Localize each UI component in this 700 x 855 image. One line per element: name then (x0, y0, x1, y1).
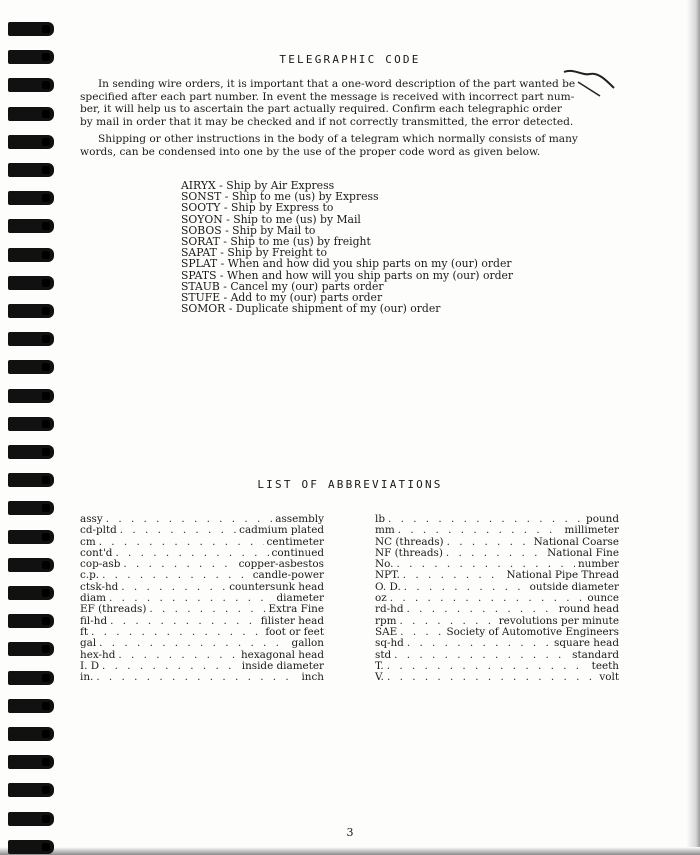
abbreviation-meaning: volt (599, 671, 619, 684)
code-separator: - (220, 201, 231, 215)
dot-leader (118, 650, 238, 661)
code-word: SOOTY (181, 201, 221, 215)
binding-coil (8, 671, 54, 685)
abbreviation: NC (threads) (375, 535, 444, 548)
code-separator: - (219, 235, 231, 249)
dot-leader (406, 604, 555, 615)
binding-coil (8, 417, 54, 431)
abbreviation: T. (375, 659, 384, 672)
code-word: STUFE (181, 291, 221, 305)
code-separator: - (217, 257, 228, 271)
dot-leader (403, 570, 504, 581)
abbreviation: std (375, 648, 392, 661)
abbreviation-row (375, 582, 619, 593)
binding-coil (8, 276, 54, 290)
code-separator: - (220, 291, 231, 305)
code-separator: - (215, 179, 227, 192)
code-row (181, 303, 513, 314)
binding-coil (8, 530, 54, 544)
abbreviation: O. D. (375, 580, 401, 593)
abbreviation-row (80, 525, 324, 536)
telegraphic-code-title: TELEGRAPHIC CODE (279, 53, 421, 66)
abbreviation-meaning: National Pipe Thread (506, 569, 619, 582)
dot-leader (102, 661, 239, 672)
abbreviation-meaning: copper-asbestos (238, 558, 324, 571)
abbreviation-meaning: ounce (587, 592, 619, 605)
binding-coil (8, 558, 54, 572)
abbreviation: diam (80, 592, 107, 605)
abbreviation: EF (threads) (80, 603, 147, 616)
binding-coil (8, 389, 54, 403)
abbreviation: NPT. (375, 569, 400, 582)
paragraph-line: by mail in order that it may be checked and if not correctly transmitted, the error detected. (80, 115, 574, 128)
binding-coil (8, 755, 54, 769)
handwritten-mark (560, 66, 620, 102)
abbreviation-row (375, 672, 619, 683)
abbreviation-meaning: teeth (591, 659, 619, 672)
abbreviation: hex-hd (80, 648, 116, 661)
code-meaning: Cancel my (our) parts order (230, 279, 384, 293)
dot-leader (387, 672, 596, 683)
code-word: SOMOR (181, 302, 226, 316)
abbreviation: assy (80, 513, 103, 525)
abbreviation-row (80, 661, 324, 672)
code-separator: - (221, 223, 233, 237)
abbreviation: c.p. (80, 569, 100, 582)
abbreviation: ctsk-hd (80, 580, 119, 593)
abbreviations-left-column (80, 514, 324, 683)
code-meaning: Duplicate shipment of my (our) order (235, 302, 441, 316)
abbreviation: SAE (375, 625, 398, 638)
dot-leader (398, 525, 562, 536)
abbreviation: ft (80, 625, 89, 638)
abbreviation-meaning: inch (301, 671, 324, 684)
abbreviation-meaning: Society of Automotive Engineers (446, 625, 619, 638)
code-meaning: Ship to me (us) by Mail (233, 212, 361, 226)
abbreviation: oz (375, 592, 387, 605)
abbreviation-row (80, 638, 324, 649)
abbreviation-meaning: diameter (276, 592, 324, 605)
abbreviation: cd-pltd (80, 524, 117, 537)
binding-coil (8, 501, 54, 515)
dot-leader (387, 661, 589, 672)
abbreviation-row (80, 672, 324, 683)
dot-leader (102, 570, 250, 581)
dot-leader (110, 616, 258, 627)
abbreviation: NF (threads) (375, 546, 443, 559)
code-meaning: When and how did you ship parts on my (our) order (227, 257, 512, 271)
dot-leader (394, 650, 569, 661)
paragraph-line: words, can be condensed into one by the use of the proper code word as given below. (80, 145, 541, 158)
abbreviation: mm (375, 524, 395, 537)
dot-leader (99, 638, 288, 649)
abbreviation-row (375, 661, 619, 672)
binding-coil (8, 304, 54, 318)
abbreviation-meaning: Extra Fine (268, 603, 324, 616)
abbreviation-meaning: continued (271, 546, 324, 559)
abbreviation: in. (80, 671, 94, 684)
code-meaning: When and how will you ship parts on my (our) order (227, 268, 514, 282)
binding-coil (8, 586, 54, 600)
telegraphic-paragraph-1 (80, 78, 620, 128)
code-word: SONST (181, 190, 222, 204)
abbreviation-meaning: countersunk head (229, 580, 324, 593)
code-word: SOYON (181, 212, 223, 226)
abbreviation: V. (375, 671, 384, 684)
binding-coil (8, 332, 54, 346)
abbreviation-meaning: cadmium plated (239, 524, 324, 537)
abbreviation: cont'd (80, 546, 113, 559)
binding-coil (8, 219, 54, 233)
abbreviation-meaning: round head (558, 603, 619, 616)
dot-leader (407, 638, 551, 649)
abbreviation: rd-hd (375, 603, 404, 616)
code-separator: - (216, 268, 227, 282)
abbreviation-row (80, 627, 324, 638)
dot-leader (149, 604, 265, 615)
abbreviation: sq-hd (375, 637, 404, 650)
abbreviation: No. (375, 558, 394, 571)
code-word: STAUB (181, 279, 220, 293)
code-meaning: Add to my (our) parts order (230, 291, 383, 305)
abbreviation-meaning: gallon (291, 637, 324, 650)
abbreviation-meaning: National Coarse (533, 535, 619, 548)
binding-coil (8, 360, 54, 374)
telegraphic-paragraph-2 (80, 133, 620, 158)
page-number: 3 (346, 826, 354, 839)
abbreviation-row (375, 638, 619, 649)
abbreviation-meaning: millimeter (564, 524, 619, 537)
code-separator: - (221, 190, 232, 204)
code-separator: - (219, 279, 231, 293)
code-meaning: Ship by Express to (230, 201, 334, 215)
binding-coil (8, 135, 54, 149)
binding-coil (8, 163, 54, 177)
abbreviation-row (80, 604, 324, 615)
abbreviation-meaning: filister head (260, 614, 324, 627)
binding-coil (8, 248, 54, 262)
abbreviation-row (375, 525, 619, 536)
spiral-binding (0, 0, 70, 855)
abbreviation-meaning: National Fine (547, 546, 619, 559)
abbreviation-meaning: centimeter (266, 535, 324, 548)
abbreviation: lb (375, 513, 385, 525)
code-word: SORAT (181, 235, 220, 249)
code-word: SAPAT (181, 246, 217, 260)
dot-leader (447, 537, 531, 548)
binding-coil (8, 642, 54, 656)
dot-leader (404, 582, 527, 593)
binding-coil (8, 840, 54, 854)
abbreviation: rpm (375, 614, 397, 627)
code-word: SOBOS (181, 223, 222, 237)
abbreviations-right-column (375, 514, 619, 683)
paragraph-line: Shipping or other instructions in the body of a telegram which normally consists of many (98, 133, 578, 145)
dot-leader (400, 627, 443, 638)
paragraph-line: ber, it will help us to ascertain the part actually required. Confirm each telegraphic order (80, 103, 562, 115)
code-word: SPLAT (181, 257, 218, 271)
binding-coil (8, 22, 54, 36)
code-meaning: Ship by Air Express (226, 179, 335, 192)
code-meaning: Ship to me (us) by Express (231, 190, 379, 204)
code-word: SPATS (181, 268, 217, 282)
abbreviation-meaning: hexagonal head (240, 648, 324, 661)
code-meaning: Ship by Mail to (232, 223, 316, 237)
page-bottom-shadow (0, 847, 700, 855)
code-meaning: Ship by Freight to (227, 246, 327, 260)
binding-coil (8, 107, 54, 121)
telegraphic-code-list (181, 180, 513, 314)
dot-leader (390, 593, 585, 604)
abbreviation-meaning: number (577, 558, 619, 571)
dot-leader (121, 582, 226, 593)
binding-coil (8, 699, 54, 713)
binding-coil (8, 445, 54, 459)
abbreviation: fil-hd (80, 614, 108, 627)
abbreviations-title: LIST OF ABBREVIATIONS (257, 478, 443, 491)
dot-leader (388, 514, 583, 525)
abbreviation-meaning: candle-power (252, 569, 324, 582)
abbreviation-meaning: foot or feet (265, 625, 324, 638)
binding-coil (8, 614, 54, 628)
code-separator: - (216, 246, 228, 260)
dot-leader (99, 537, 264, 548)
binding-coil (8, 783, 54, 797)
abbreviation-meaning: square head (554, 637, 619, 650)
dot-leader (120, 525, 236, 536)
paragraph-line: specified after each part number. In event the message is received with incorrect part num- (80, 90, 575, 103)
abbreviation-meaning: pound (586, 513, 619, 525)
abbreviation-row (375, 650, 619, 661)
binding-coil (8, 812, 54, 826)
abbreviation-meaning: revolutions per minute (498, 614, 619, 627)
binding-coil (8, 78, 54, 92)
binding-coil (8, 727, 54, 741)
abbreviation: cop-asb (80, 558, 121, 571)
binding-coil (8, 191, 54, 205)
dot-leader (123, 559, 235, 570)
dot-leader (96, 672, 298, 683)
abbreviation: cm (80, 535, 96, 548)
dot-leader (91, 627, 262, 638)
code-separator: - (225, 302, 236, 316)
abbreviation-meaning: assembly (275, 513, 324, 525)
code-separator: - (222, 212, 234, 226)
abbreviation: gal (80, 637, 97, 650)
abbreviation-meaning: standard (572, 648, 619, 661)
abbreviation-meaning: inside diameter (241, 659, 324, 672)
paragraph-line: In sending wire orders, it is important that a one-word description of the part wanted be (98, 78, 576, 90)
code-meaning: Ship to me (us) by freight (230, 235, 371, 249)
dot-leader (446, 548, 544, 559)
page-edge-shadow (686, 0, 700, 855)
code-word: AIRYX (181, 179, 216, 192)
abbreviation-row (375, 604, 619, 615)
abbreviation: I. D (80, 659, 100, 672)
abbreviation-meaning: outside diameter (529, 580, 619, 593)
